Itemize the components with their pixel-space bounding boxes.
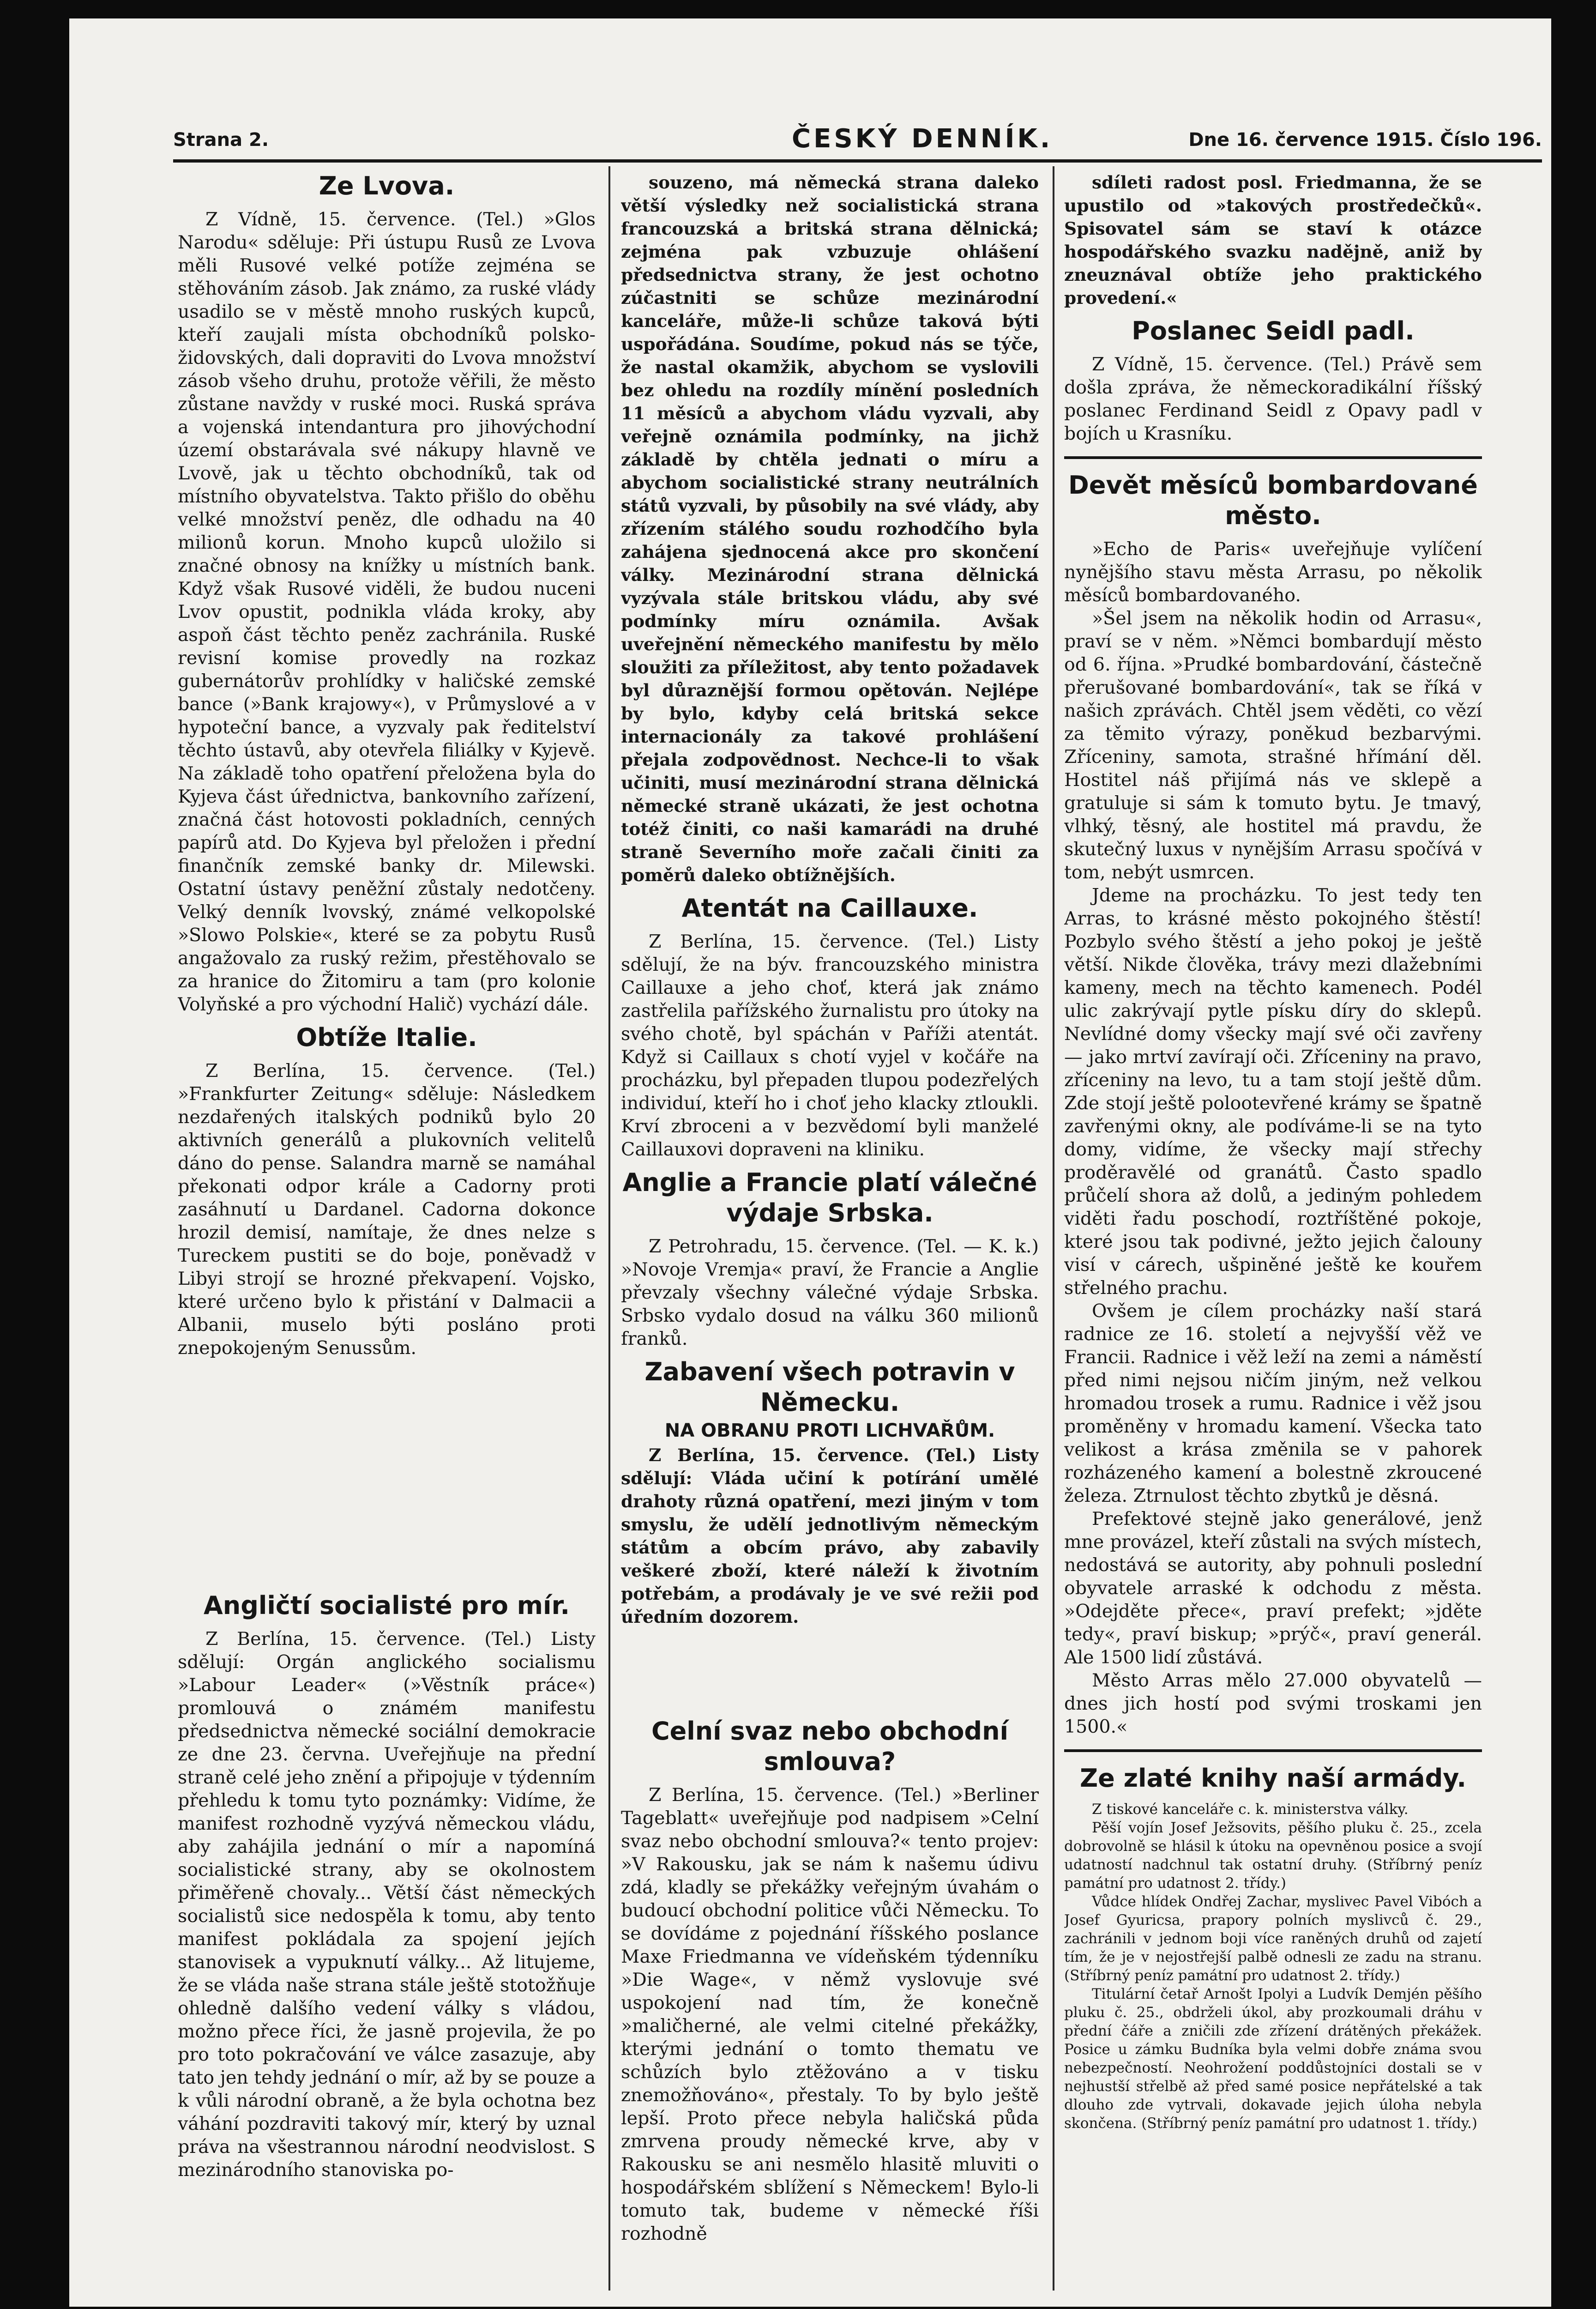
article-title: Atentát na Caillauxe.: [681, 894, 978, 923]
article-body: Z Berlína, 15. července. (Tel.) Listy sdělují: Orgán anglického socialismu »Labour Leader« (»Věstník práce«) promlouvá o známém manifestu předsednictva německé sociální demokracie ze dne 23. června. Uveřejňuje na přední straně celé jeho znění a připojuje v týdenním přehledu k tomu tyto poznámky: Vidíme, že manifest rozhodně vyzývá německou vládu, aby zahájila jednání o mír a napomíná socialistické strany, aby se okolnostem přiměřeně chovaly... Větší část německých socialistů sice nedospěla k tomu, aby tento manifest pokládala za spojení jejích stanovisek a vypuknutí války... Až litujeme, že se vláda naše strana stále ještě stotožňuje ohledně dalšího vedení války s vládou, možno přece říci, že jasně projevila, že po pro toto pokračování ve válce zasazuje, aby tato jen tehdy jednání o mír, až by se pouze a k vůli národní obraně, a že byla ochotna bez váhání pozdraviti takový mír, který by uznal práva na všestrannou národní neodvislost. S mezinárodního stanoviska po-: [178, 1628, 596, 2181]
article-body: Z tiskové kanceláře c. k. ministerstva války.: [1092, 1801, 1409, 1818]
article-body: Z Vídně, 15. července. (Tel.) Právě sem došla zpráva, že německoradikální říšský poslanec Ferdinand Seidl z Opavy padl v bojích u Krasníku.: [1064, 354, 1482, 444]
column-divider: [608, 166, 610, 2291]
article-subtitle: NA OBRANU PROTI LICHVAŘŮM.: [664, 1420, 995, 1441]
column-3: [1064, 171, 1482, 2291]
article-body: Z Berlína, 15. července. (Tel.) »Frankfurter Zeitung« sděluje: Následkem nezdařených italských podniků bylo 20 aktivních generálů a plukovních velitelů dáno do pense. Salandra marně se namáhal překonati odpor krále a Cadorny proti zasáhnutí u Dardanel. Cadorna dokonce hrozil demisí, namítaje, že dnes nelze s Tureckem pustiti se do boje, poněvadž v Libyi strojí se hrozné překvapení. Vojsko, které určeno bylo k přistání v Dalmacii a Albanii, muselo býti posláno proti znepokojeným Senussům.: [178, 1060, 596, 1359]
article-body: Pěší vojín Josef Ježsovits, pěšího pluku č. 25., zcela dobrovolně se hlásil k útoku na opevněnou posice a svojí udatností nadchnul tak ostatní druhy. (Stříbrný peníz památní pro udatnost 2. třídy.): [1064, 1819, 1482, 1892]
column-2: [621, 171, 1039, 2291]
article-body: Z Berlína, 15. července. (Tel.) »Berliner Tageblatt« uveřejňuje pod nadpisem »Celní svaz nebo obchodní smlouva?« tento projev: »V Rakousku, jak se nám k našemu údivu zdá, kladly se překážky veřejným úvahám o budoucí obchodní politice vůči Německu. To se dovídáme z pojednání říšského poslance Maxe Friedmanna ve vídeňském týdenníku »Die Wage«, v němž vyslovuje své uspokojení nad tím, že konečně »maličherné, ale velmi citelné překážky, kterými jednání o tomto thematu ve schůzích bylo ztěžováno a v tisku znemožňováno«, přestaly. To by bylo ještě lepší. Proto přece nebyla haličská půda zmrvena proudy německé krve, aby v Rakousku se ani nesmělo hlasitě mluviti o hospodářském sblížení s Německem! Bylo-li tomuto tak, budeme v německé říši rozhodně: [621, 1784, 1039, 2244]
newspaper-page: [69, 18, 1551, 2307]
article-title: Anglie a Francie platí válečné výdaje Srbska.: [622, 1168, 1037, 1227]
page-number: Strana 2.: [173, 129, 269, 151]
article-body: »Echo de Paris« uveřejňuje vylíčení nynějšího stavu města Arrasu, po několik měsíců bombardovaného.: [1064, 538, 1482, 606]
column-1: [178, 171, 596, 2291]
article-body: Z Berlína, 15. července. (Tel.) Listy sdělují, že na býv. francouzského ministra Caillauxe a jeho choť, která jak známo zastřelila pařížského žurnalistu pro útoky na svého chotě, byl spáchán v Paříži atentát. Když si Caillaux s chotí vyjel v kočáře na procházku, byl přepaden tlupou podezřelých individuí, kteří ho i choť jeho klacky ztloukli. Krví zbroceni a v bezvědomí byli manželé Caillauxovi dopraveni na kliniku.: [621, 931, 1039, 1160]
page-header: [173, 120, 1542, 159]
article-body: Z Berlína, 15. července. (Tel.) Listy sdělují: Vláda učiní k potírání umělé drahoty různá opatření, mezi jiným v tom smyslu, že udělí jednotlivým německým státům a obcím právo, aby zabavily veškeré zboží, které náleží k životním potřebám, a prodávaly je ve své režii pod úředním dozorem.: [621, 1445, 1039, 1627]
article-title: Obtíže Italie.: [296, 1023, 477, 1052]
article-body: Z Vídně, 15. července. (Tel.) »Glos Narodu« sděluje: Při ústupu Rusů ze Lvova měli Rusové velké potíže zejména se stěhováním zásob. Jak známo, za ruské vlády usadilo se v městě mnoho ruských kupců, kteří zaujali místa obchodníků polsko-židovských, dali dopraviti do Lvova množství zásob všeho druhu, protože věřili, že město zůstane navždy v ruské moci. Ruská správa a vojenská intendantura pro jihovýchodní území obstarávala své nákupy hlavně ve Lvově, jak u těchto obchodníků, tak od místního obyvatelstva. Takto přišlo do oběhu velké množství peněz, dle odhadu na 40 milionů korun. Mnoho kupců uložilo si značné obnosy na knížky u místních bank. Když však Rusové viděli, že budou nuceni Lvov opustit, podnikla vláda kroky, aby aspoň část těchto peněz zachránila. Ruské revisní komise provedly na rozkaz gubernátorův prohlídky v haličské zemské bance (»Bank krajowy«), v Průmyslové a v hypoteční bance, a vyzvaly pak ředitelství těchto ústavů, aby otevřela filiálky v Kyjevě. Na základě toho opatření přeložena byla do Kyjeva část úřednictva, bankovního zařízení, značná část hotovosti pokladních, cenných papírů atd. Do Kyjeva byl přeložen i přední finančník zemské banky dr. Milewski. Ostatní ústavy peněžní zůstaly nedotčeny. Velký denník lvovský, známé velkopolské »Slowo Polskie«, které se za pobytu Rusů angažovalo za ruský režim, přestěhovalo se za hranice do Žitomiru a tam (pro kolonie Volyňské a pro východní Halič) vychází dále.: [178, 209, 596, 1015]
article-body: sdíleti radost posl. Friedmanna, že se upustilo od »takových prostředečků«. Spisovatel sám se staví k otázce hospodářského svazku nadějně, aniž by zneuznával obtíže jeho praktického provedení.«: [1064, 172, 1482, 308]
issue-date: Dne 16. července 1915. Číslo 196.: [1188, 129, 1542, 151]
article-title: Poslanec Seidl padl.: [1132, 316, 1415, 345]
article-body: Ovšem je cílem procházky naší stará radnice ze 16. století a nejvyšší věž ve Francii. Radnice i věž leží na zemi a náměstí před nimi nejsou ničím jiným, než velkou hromadou trosek a rumu. Radnice i věž jsou proměněny v hromadu kamení. Všecka tato velikost a krása změnila se v pahorek rozházeného kamení a bolestně zkroucené železa. Ztrnulost těchto zbytků je děsná.: [1064, 1300, 1482, 1506]
article-body: Jdeme na procházku. To jest tedy ten Arras, to krásné město pokojného štěstí! Pozbylo svého štěstí a jeho pokoj je ještě větší. Nikde člověka, trávy mezi dlažebními kameny, mech na těchto kamenech. Podél ulic zakrývají pytle písku díry do sklepů. Nevlídné domy všecky mají své oči zavřeny — jako mrtví zavírají oči. Zříceniny na pravo, zříceniny na levo, tu a tam stojí ještě dům. Zde stojí ještě polootevřené krámy se špatně zavřenými okny, ale podíváme-li se na tyto domy, vidíme, že všecky mají střechy proděravělé od granátů. Často spadlo průčelí shora až dolů, a jediným pohledem viděti řadu poschodí, roztříštěné pokoje, které jsou tak podivné, ježto jejich čalouny visí v cárech, ušpiněné ještě ke kouřem střelného prachu.: [1064, 885, 1482, 1299]
article-title: Ze Lvova.: [319, 171, 455, 200]
article-body: Prefektové stejně jako generálové, jenž mne provázel, kteří zůstali na svých místech, nedostává se autority, aby pohnuli poslední obyvatele arraské k odchodu z města. »Odejděte přece«, praví prefekt; »jděte tedy«, praví biskup; »prýč«, praví generál. Ale 1500 lidí zůstává.: [1064, 1508, 1482, 1668]
masthead-title: ČESKÝ DENNÍK.: [792, 124, 1053, 154]
article-title: Zabavení všech potravin v Německu.: [644, 1357, 1015, 1417]
article-title: Angličtí socialisté pro mír.: [203, 1591, 570, 1620]
article-title: Ze zlaté knihy naší armády.: [1079, 1764, 1467, 1793]
section-rule: [1064, 456, 1482, 459]
article-body: souzeno, má německá strana daleko větší výsledky než socialistická strana francouzská a britská strana dělnická; zejména pak vzbuzuje ohlášení předsednictva strany, že jest ochotno zúčastniti se schůze mezinárodní kanceláře, může-li schůze taková býti uspořádána. Soudíme, pokud nás se týče, že nastal okamžik, abychom se vyslovili bez ohledu na rozdíly mínění posledních 11 měsíců a abychom vládu vyzvali, aby veřejně oznámila podmínky, na jichž základě by chtěla jednati o míru a abychom socialistické strany neutrálních států vyzvali, by působily na své vlády, aby zřízením stálého soudu rozhodčího byla zahájena sjednocená akce pro skončení války. Mezinárodní strana dělnická vyzývala stále britskou vládu, aby své podmínky míru oznámila. Avšak uveřejnění německého manifestu by mělo sloužiti za příležitost, aby tento požadavek byl důraznější formou opětován. Nejlépe by bylo, kdyby celá britská sekce internacionály za takové prohlášení přejala zodpovědnost. Nechce-li to však učiniti, musí mezinárodní strana dělnická německé straně ukázati, že jest ochotna totéž činiti, co naši kamarádi na druhé straně Severního moře začali činiti za poměrů daleko obtížnějších.: [621, 172, 1039, 885]
article-title: Celní svaz nebo obchodní smlouva?: [651, 1717, 1009, 1776]
article-body: Město Arras mělo 27.000 obyvatelů — dnes jich hostí pod svými troskami jen 1500.«: [1064, 1670, 1482, 1737]
article-body: »Šel jsem na několik hodin od Arrasu«, praví se v něm. »Němci bombardují město od 6. října. »Prudké bombardování, částečně přerušované bombardování«, tak se říká v našich zprávách. Chtěl jsem věděti, co vězí za těmito výrazy, poněkud bezbarvými. Zříceniny, samota, strašné hřímání děl. Hostitel náš přijímá nás ve sklepě a gratuluje si sám k tomuto bytu. Je tmavý, vlhký, těsný, ale hostitel má pravdu, že skutečný luxus v nynějším Arrasu spočívá v tom, nebýt usmrcen.: [1064, 608, 1482, 883]
article-title: Devět měsíců bombardované město.: [1068, 471, 1478, 530]
article-body: Titulární četař Arnošt Ipolyi a Ludvík Demjén pěšího pluku č. 25., obdrželi úkol, aby prozkoumali dráhu v přední čáře a zničili zde zřízení drátěných překážek. Posice u zámku Budníka byla velmi dobře známa svou nebezpečností. Neohrožení poddůstojníci dostali se v nejhustší střelbě až před samé posice nepřátelské a tak dlouho zde vytrvali, dokavade jejich úloha nebyla skončena. (Stříbrný peníz památní pro udatnost 1. třídy.): [1064, 1986, 1482, 2132]
column-divider: [1053, 166, 1054, 2291]
section-rule: [1064, 1749, 1482, 1752]
header-rule: [173, 159, 1542, 163]
article-body: Vůdce hlídek Ondřej Zachar, myslivec Pavel Vibóch a Josef Gyuricsa, prapory polních myslivců č. 29., zachránili v jednom boji více raněných druhů od zajetí tím, že je v nejostřejší palbě odnesli ze zadu na stranu. (Stříbrný peníz památní pro udatnost 2. třídy.): [1064, 1893, 1482, 1984]
article-body: Z Petrohradu, 15. července. (Tel. — K. k.) »Novoje Vremja« praví, že Francie a Anglie převzaly všechny válečné výdaje Srbska. Srbsko vydalo dosud na válku 360 milionů franků.: [621, 1236, 1039, 1349]
